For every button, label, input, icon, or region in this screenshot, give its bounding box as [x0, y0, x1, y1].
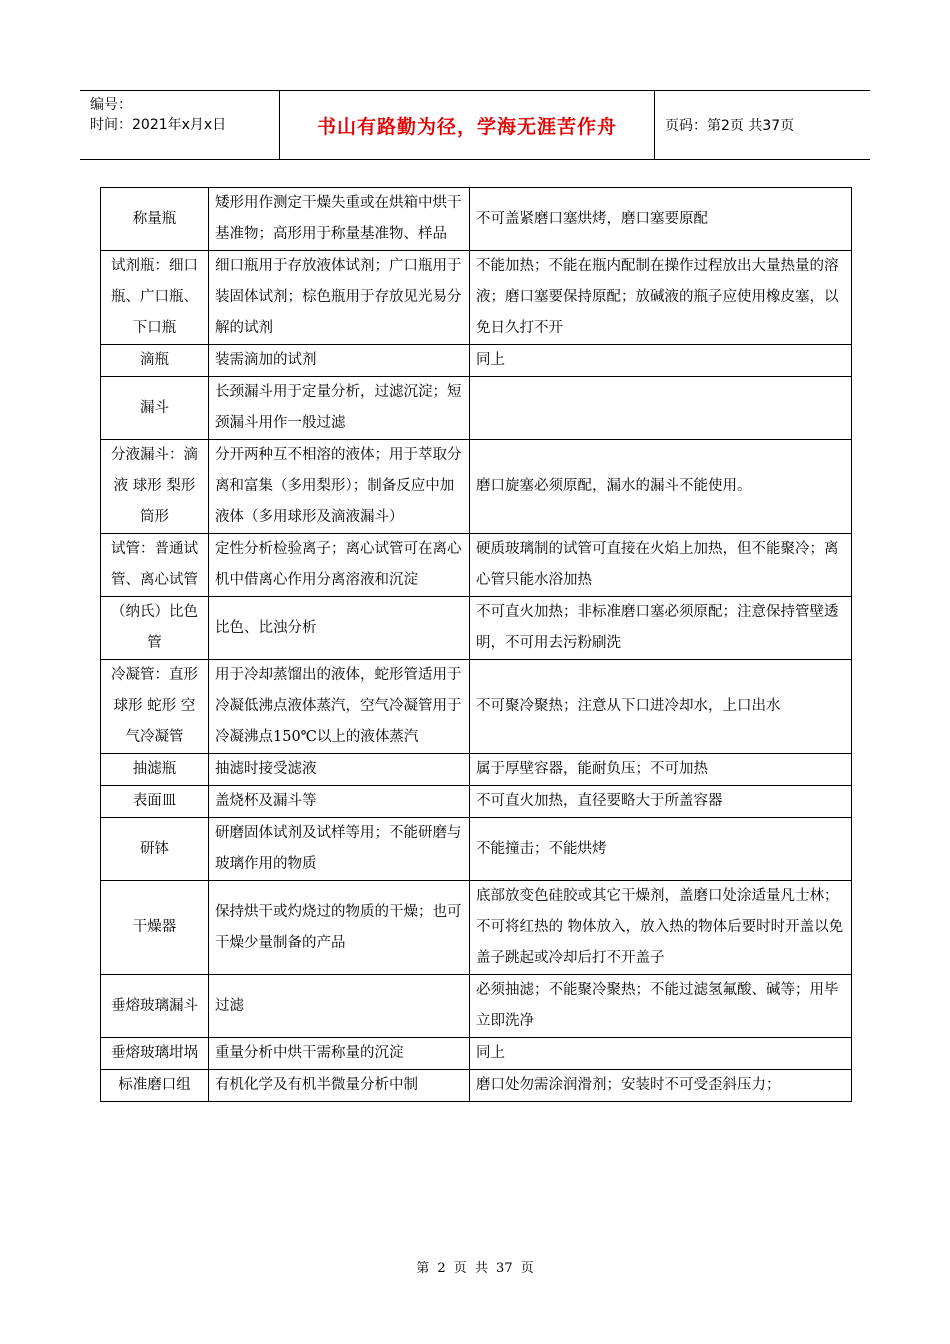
- instrument-use: 矮形用作测定干燥失重或在烘箱中烘干基准物；高形用于称量基准物、样品: [209, 188, 470, 251]
- table-row: [101, 345, 852, 377]
- table-row: [101, 786, 852, 818]
- table-row: [101, 188, 852, 251]
- table-row: [101, 818, 852, 881]
- instrument-use: 研磨固体试剂及试样等用；不能研磨与玻璃作用的物质: [209, 818, 470, 881]
- instrument-name: 称量瓶: [101, 188, 209, 251]
- instrument-name: 试管：普通试管、离心试管: [101, 534, 209, 597]
- table-row: [101, 251, 852, 345]
- instrument-note: 底部放变色硅胶或其它干燥剂，盖磨口处涂适量凡士林；不可将红热的 物体放入，放入热的物体后要时时开盖以免盖子跳起或冷却后打不开盖子: [470, 881, 852, 975]
- instrument-use: 有机化学及有机半微量分析中制: [209, 1070, 470, 1102]
- instrument-note: 不可直火加热，直径要略大于所盖容器: [470, 786, 852, 818]
- table-row: [101, 881, 852, 975]
- header-motto: 书山有路勤为径，学海无涯苦作舟: [280, 91, 655, 159]
- header-page-info: 页码：第2页 共37页: [665, 118, 795, 134]
- document-number-label: 编号：: [90, 97, 132, 113]
- document-date: 时间：2021年x月x日: [90, 117, 227, 133]
- table-row: [101, 660, 852, 754]
- instrument-note: 磨口处勿需涂润滑剂；安装时不可受歪斜压力；: [470, 1070, 852, 1102]
- instrument-name: 抽滤瓶: [101, 754, 209, 786]
- page-footer: 第 2 页 共 37 页: [416, 1261, 534, 1276]
- table-row: [101, 754, 852, 786]
- instrument-note: [470, 377, 852, 440]
- instrument-use: 抽滤时接受滤液: [209, 754, 470, 786]
- instrument-use: 长颈漏斗用于定量分析，过滤沉淀；短颈漏斗用作一般过滤: [209, 377, 470, 440]
- instrument-name: 标准磨口组: [101, 1070, 209, 1102]
- instrument-use: 盖烧杯及漏斗等: [209, 786, 470, 818]
- instrument-use: 重量分析中烘干需称量的沉淀: [209, 1038, 470, 1070]
- instrument-use: 比色、比浊分析: [209, 597, 470, 660]
- table-row: [101, 975, 852, 1038]
- instrument-note: 不可聚冷聚热；注意从下口进冷却水，上口出水: [470, 660, 852, 754]
- instrument-name: 试剂瓶：细口瓶、广口瓶、下口瓶: [101, 251, 209, 345]
- instrument-name: 冷凝管：直形 球形 蛇形 空气冷凝管: [101, 660, 209, 754]
- instrument-note: 不可直火加热；非标准磨口塞必须原配；注意保持管壁透明，不可用去污粉刷洗: [470, 597, 852, 660]
- glassware-table: [100, 187, 852, 1102]
- table-row: [101, 534, 852, 597]
- instrument-name: 垂熔玻璃漏斗: [101, 975, 209, 1038]
- instrument-name: （纳氏）比色管: [101, 597, 209, 660]
- instrument-name: 漏斗: [101, 377, 209, 440]
- instrument-name: 研钵: [101, 818, 209, 881]
- instrument-name: 表面皿: [101, 786, 209, 818]
- instrument-note: 不能撞击；不能烘烤: [470, 818, 852, 881]
- instrument-use: 细口瓶用于存放液体试剂；广口瓶用于装固体试剂；棕色瓶用于存放见光易分解的试剂: [209, 251, 470, 345]
- instrument-note: 不可盖紧磨口塞烘烤，磨口塞要原配: [470, 188, 852, 251]
- instrument-use: 用于冷却蒸馏出的液体，蛇形管适用于冷凝低沸点液体蒸汽，空气冷凝管用于冷凝沸点150℃以上的液体蒸汽: [209, 660, 470, 754]
- table-row: [101, 1038, 852, 1070]
- table-row: [101, 440, 852, 534]
- instrument-note: 同上: [470, 345, 852, 377]
- instrument-name: 垂熔玻璃坩埚: [101, 1038, 209, 1070]
- instrument-name: 干燥器: [101, 881, 209, 975]
- instrument-use: 过滤: [209, 975, 470, 1038]
- instrument-use: 定性分析检验离子；离心试管可在离心机中借离心作用分离溶液和沉淀: [209, 534, 470, 597]
- table-row: [101, 1070, 852, 1102]
- instrument-note: 硬质玻璃制的试管可直接在火焰上加热，但不能聚冷；离心管只能水浴加热: [470, 534, 852, 597]
- instrument-note: 属于厚壁容器，能耐负压；不可加热: [470, 754, 852, 786]
- instrument-note: 必须抽滤；不能聚冷聚热；不能过滤氢氟酸、碱等；用毕立即洗净: [470, 975, 852, 1038]
- page-header: [80, 90, 870, 160]
- instrument-use: 分开两种互不相溶的液体；用于萃取分离和富集（多用梨形）；制备反应中加液体（多用球形及滴液漏斗）: [209, 440, 470, 534]
- instrument-use: 装需滴加的试剂: [209, 345, 470, 377]
- header-meta: [80, 91, 280, 159]
- table-row: [101, 377, 852, 440]
- instrument-note: 同上: [470, 1038, 852, 1070]
- table-row: [101, 597, 852, 660]
- instrument-note: 不能加热；不能在瓶内配制在操作过程放出大量热量的溶液；磨口塞要保持原配；放碱液的瓶子应使用橡皮塞，以免日久打不开: [470, 251, 852, 345]
- instrument-name: 分液漏斗：滴液 球形 梨形 筒形: [101, 440, 209, 534]
- instrument-use: 保持烘干或灼烧过的物质的干燥；也可干燥少量制备的产品: [209, 881, 470, 975]
- instrument-note: 磨口旋塞必须原配，漏水的漏斗不能使用。: [470, 440, 852, 534]
- instrument-name: 滴瓶: [101, 345, 209, 377]
